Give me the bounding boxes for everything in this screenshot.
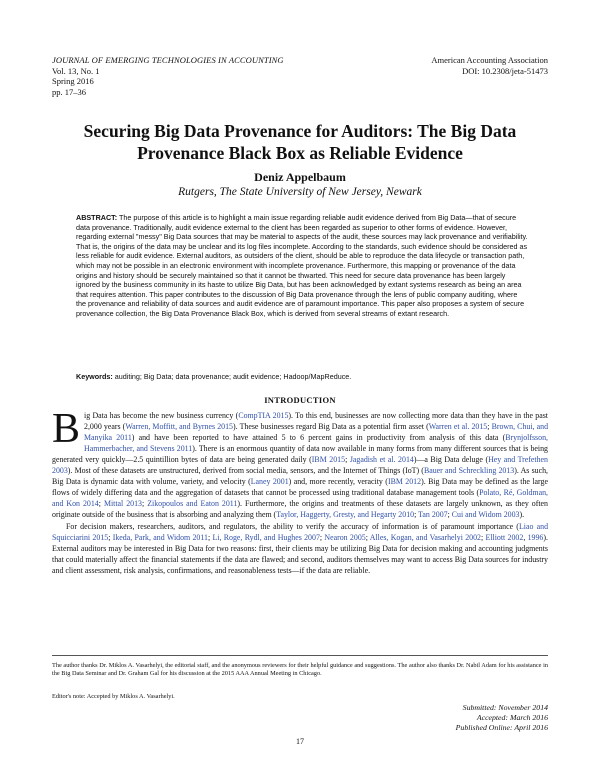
citation-link[interactable]: Nearon 2005	[324, 533, 366, 542]
abstract-label: ABSTRACT:	[76, 213, 118, 222]
author-affiliation: Rutgers, The State University of New Jersey, Newark	[178, 186, 422, 198]
body-text-run: ). External auditors may be interested in Big Data for two reasons: first, their clients may be utilizing Big Data for decision making and accounting judgments that could materially affect the financial statements if the data are flawed; and second, auditors themselves may want to access Big Data sources for industry and client assessment, risk analysis, confirmations, and reasonableness tests—if the data are reliable.	[52, 533, 548, 575]
body-text-run: For decision makers, researchers, auditors, and regulators, the ability to verify the accuracy of information is of paramount importance (	[66, 522, 519, 531]
keywords-label: Keywords:	[76, 372, 113, 381]
publisher-info	[431, 55, 548, 76]
citation-link[interactable]: Brown, Chui, and Manyika 2011	[84, 422, 549, 442]
citation-link[interactable]: Polato, Ré, Goldman, and Kon 2014	[52, 488, 548, 508]
body-text-run: )—a Big Data deluge (	[413, 455, 489, 464]
citation-link[interactable]: Bauer and Schreckling 2013	[423, 466, 515, 475]
citation-link[interactable]: Hey and Trefethen 2003	[52, 455, 548, 475]
citation-link[interactable]: Warren et al. 2015	[428, 422, 488, 431]
drop-cap: B	[52, 406, 81, 452]
doi: DOI: 10.2308/jeta-51473	[462, 65, 548, 76]
section-heading: INTRODUCTION	[264, 395, 336, 405]
paragraph-1	[52, 406, 549, 520]
acknowledgement-footnote: The author thanks Dr. Miklos A. Vasarhelyi, the editorial staff, and the anonymous reviewers for their helpful guidance and suggestions. The author also thanks Dr. Nabil Adam for his assistance in the Big Data Seminar and Dr. Graham Gal for his discussion at the 2015 AAA Annual Meeting in Chicago.	[52, 662, 548, 677]
citation-link[interactable]: 1996	[527, 533, 544, 542]
journal-season: Spring 2016	[52, 76, 94, 86]
page-number: 17	[296, 737, 304, 746]
citation-link[interactable]: Elliott 2002	[485, 533, 524, 542]
keywords-text: auditing; Big Data; data provenance; audit evidence; Hadoop/MapReduce.	[114, 372, 352, 381]
citation-link[interactable]: IBM 2012	[387, 477, 422, 486]
body-text-run: ). To this end, businesses are now collecting more data than they have in the past 2,000 years (	[84, 411, 548, 431]
paragraph-2-text	[52, 522, 548, 575]
body-text-run: ;	[98, 499, 104, 508]
body-text-run: ;	[207, 533, 213, 542]
citation-link[interactable]: Jagadish et al. 2014	[349, 455, 414, 464]
footnote-divider	[52, 655, 548, 656]
body-text-run: ,	[523, 533, 528, 542]
paragraph-1-text	[52, 406, 549, 519]
introduction-body	[52, 406, 549, 576]
journal-name: JOURNAL OF EMERGING TECHNOLOGIES IN ACCOUNTING	[52, 55, 284, 65]
citation-link[interactable]: Brynjolfsson, Hammerbacher, and Stevens 2011	[84, 433, 548, 453]
journal-volume: Vol. 13, No. 1	[52, 65, 100, 76]
body-text-run: ) and, more recently, veracity (	[288, 477, 388, 486]
body-text-run: ). Furthermore, the origins and treatments of these datasets are largely unknown, as they often originate outside of the business that is absorbing and analyzing them (	[52, 499, 548, 519]
publication-dates	[456, 703, 548, 733]
paper-title: Securing Big Data Provenance for Auditors: The Big Data Provenance Black Box as Reliable Evidence	[83, 121, 517, 163]
body-text-run: ). These businesses regard Big Data as a potential firm asset (	[232, 422, 429, 431]
editor-note: Editor's note: Accepted by Miklos A. Vasarhelyi.	[52, 693, 175, 700]
keywords	[76, 372, 528, 382]
journal-info	[52, 55, 284, 97]
body-text-run: ). Most of these datasets are unstructured, derived from social media, sensors, and the Internet of Things (IoT) (	[67, 466, 424, 475]
body-text-run: ). There is an enormous quantity of data now available in many forms from many different sources that is being generated very quickly—2.5 quintillion bytes of data are being generated daily (	[52, 444, 548, 464]
body-text-run: ;	[142, 499, 148, 508]
date-accepted: Accepted: March 2016	[476, 713, 548, 722]
date-submitted: Submitted: November 2014	[462, 703, 548, 712]
body-text-run: ;	[487, 422, 492, 431]
body-text-run: ;	[414, 510, 419, 519]
citation-link[interactable]: Ikeda, Park, and Widom 2011	[112, 533, 208, 542]
journal-pages: pp. 17–36	[52, 86, 86, 97]
paragraph-2	[52, 521, 548, 576]
body-text-run: ;	[345, 455, 350, 464]
body-text-run: ig Data has become the new business currency (	[84, 411, 239, 420]
citation-link[interactable]: Li, Roge, Rydl, and Hughes 2007	[212, 533, 320, 542]
body-text-run: ).	[519, 510, 525, 519]
body-text-run: ;	[108, 533, 113, 542]
body-text-run: ;	[365, 533, 370, 542]
body-text-run: ) and have been reported to have attained 5 to 6 percent gains in productivity from analysis of this data (	[131, 433, 506, 442]
body-text-run: ). Big Data may be defined as the large flows of widely differing data and the aggregation of datasets that cannot be processed using traditional database management tools (	[52, 477, 548, 497]
citation-link[interactable]: Taylor, Haggerty, Gresty, and Hegarty 2010	[276, 510, 415, 519]
citation-link[interactable]: Cui and Widom 2003	[451, 510, 520, 519]
author-name: Deniz Appelbaum	[254, 170, 346, 184]
body-text-run: ;	[480, 533, 486, 542]
publisher-name: American Accounting Association	[431, 55, 548, 65]
citation-link[interactable]: Alles, Kogan, and Vasarhelyi 2002	[369, 533, 481, 542]
body-text-run: ). As such, Big Data is dynamic data with volume, variety, and velocity (	[52, 466, 549, 486]
abstract-text: The purpose of this article is to highlight a main issue regarding reliable audit evidence derived from Big Data—that of secure data provenance. Traditionally, audit evidence external to the client has been regarded as superior to other forms of evidence. However, regarding external "messy" Big Data sources that may be material to aspects of the audit, these sources may lack provenance and verifiability. That is, the origins of the data may be unclear and its log files incomplete. According to the standards, such evidence should be considered as less reliable for audit evidence. External auditors, as outsiders of the client, should be able to reproduce the data lifecycle or transaction path, which may not be possible in an electronic environment with incomplete provenance. Furthermore, this mapping or provenance of the data origins and history should be securely maintained so that it cannot be thwarted. This need for secure data provenance has been largely ignored by the business community in its haste to utilize Big Data, but has been acknowledged by extant systems research as being an area that requires attention. This paper contributes to the discussion of Big Data provenance through the lens of public company auditing, where the provenance and reliability of data sources and audit evidence are of paramount importance. This paper also proposes a system of secure provenance collection, the Big Data Provenance Black Box, which is derived from several streams of extant research.	[76, 213, 528, 318]
citation-link[interactable]: CompTIA 2015	[238, 411, 289, 420]
citation-link[interactable]: Mittal 2013	[103, 499, 142, 508]
citation-link[interactable]: Zikopoulos and Eaton 2011	[147, 499, 238, 508]
abstract	[76, 213, 528, 319]
citation-link[interactable]: IBM 2015	[311, 455, 346, 464]
citation-link[interactable]: Liao and Squicciarini 2015	[52, 522, 549, 542]
body-text-run: ;	[319, 533, 325, 542]
date-published: Published Online: April 2016	[455, 723, 548, 732]
citation-link[interactable]: Tan 2007	[418, 510, 448, 519]
citation-link[interactable]: Warren, Moffitt, and Byrnes 2015	[125, 422, 233, 431]
citation-link[interactable]: Laney 2001	[250, 477, 289, 486]
body-text-run: ;	[447, 510, 452, 519]
